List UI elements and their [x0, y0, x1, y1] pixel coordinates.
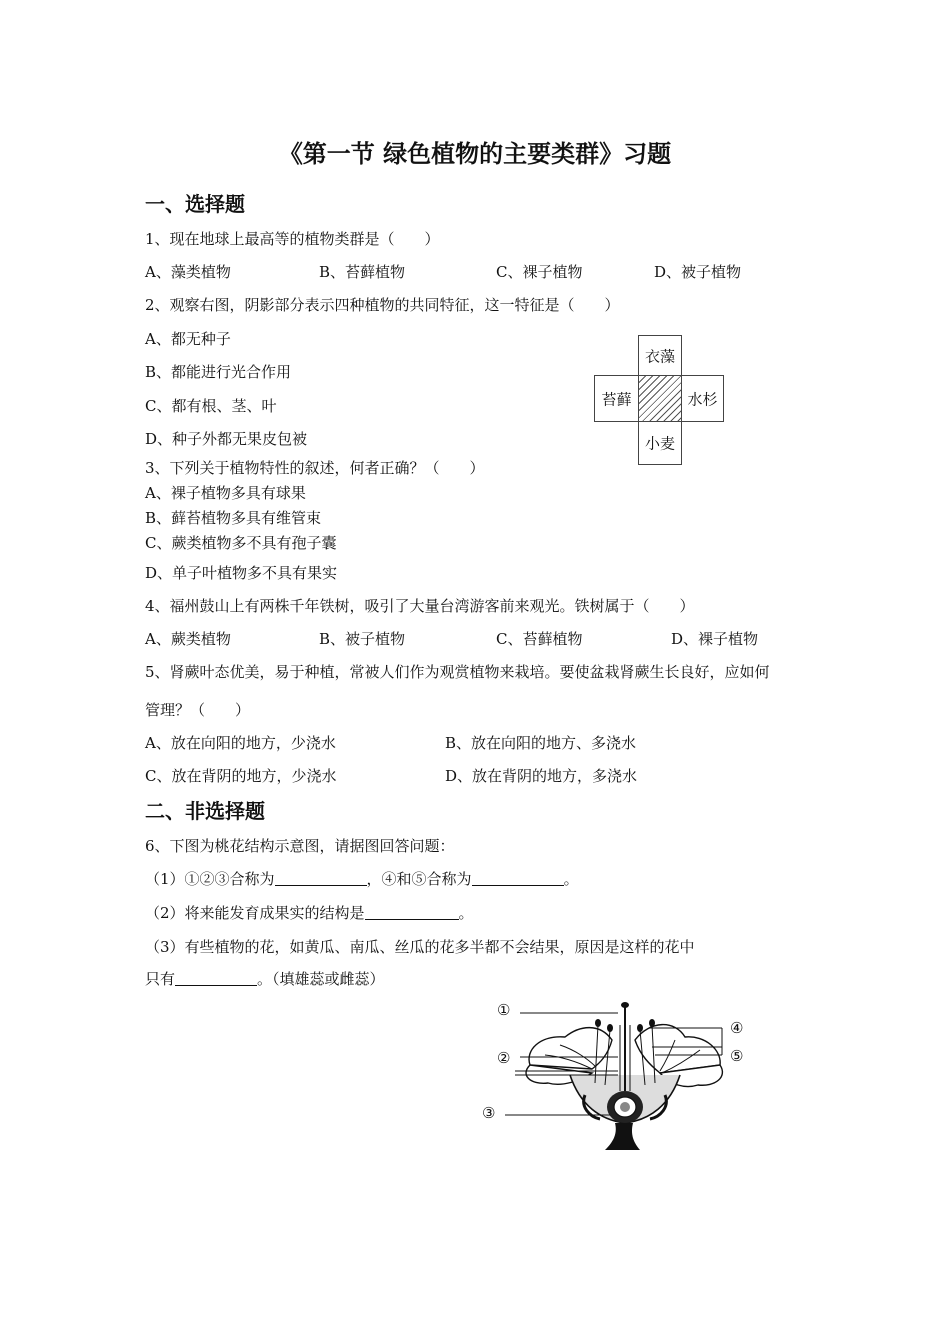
- diagram-box-top: [638, 335, 682, 376]
- q1-option-b: B、苔藓植物: [319, 263, 406, 281]
- flower-drawing: [500, 995, 760, 1155]
- flower-label-2: ②: [497, 1049, 511, 1067]
- q6-sub2-text-a: （2）将来能发育成果实的结构是: [145, 904, 365, 922]
- question-4-stem: 4、福州鼓山上有两株千年铁树，吸引了大量台湾游客前来观光。铁树属于（ ）: [145, 597, 695, 615]
- q6-sub3-blank[interactable]: [175, 971, 257, 986]
- question-1-stem: 1、现在地球上最高等的植物类群是（ ）: [145, 230, 440, 248]
- q6-sub3-text-a: 只有: [145, 970, 176, 988]
- question-3-stem: 3、下列关于植物特性的叙述，何者正确？（ ）: [145, 459, 485, 477]
- q4-option-c: C、苔藓植物: [496, 630, 583, 648]
- q6-sub2: [145, 902, 474, 923]
- q6-sub3-cont: [145, 968, 385, 989]
- diagram-label-top: 衣藻: [644, 347, 675, 365]
- question-6-stem: 6、下图为桃花结构示意图，请据图回答问题：: [145, 837, 455, 855]
- q6-sub1-text-c: 。: [563, 870, 579, 888]
- q6-sub3: （3）有些植物的花，如黄瓜、南瓜、丝瓜的花多半都不会结果，原因是这样的花中: [145, 938, 695, 956]
- q6-sub2-blank[interactable]: [365, 905, 459, 920]
- diagram-box-right: [681, 375, 724, 422]
- q6-sub1-blank-1[interactable]: [275, 871, 367, 886]
- q4-option-d: D、裸子植物: [671, 630, 759, 648]
- section-heading-choice: 一、选择题: [145, 192, 245, 216]
- q6-sub1: [145, 868, 579, 889]
- flower-label-4: ④: [730, 1019, 744, 1037]
- q6-sub2-text-b: 。: [458, 904, 474, 922]
- q6-sub1-text-b: ，④和⑤合称为: [366, 870, 472, 888]
- diagram-box-left: [594, 375, 639, 422]
- diagram-shaded-center: [638, 375, 682, 422]
- q3-option-a: A、裸子植物多具有球果: [145, 484, 306, 502]
- q3-option-b: B、藓苔植物多具有维管束: [145, 509, 322, 527]
- question-2-stem: 2、观察右图，阴影部分表示四种植物的共同特征，这一特征是（ ）: [145, 296, 620, 314]
- q1-option-a: A、藻类植物: [145, 263, 231, 281]
- diagram-label-right: 水杉: [687, 390, 718, 408]
- section-heading-nonchoice: 二、非选择题: [145, 799, 265, 823]
- diagram-box-bottom: [638, 421, 682, 465]
- q1-option-d: D、被子植物: [654, 263, 742, 281]
- question-5-stem-cont: 管理？（ ）: [145, 701, 251, 719]
- q6-sub1-blank-2[interactable]: [472, 871, 564, 886]
- flower-label-5: ⑤: [730, 1047, 744, 1065]
- q2-option-c: C、都有根、茎、叶: [145, 397, 277, 415]
- flower-label-1: ①: [497, 1001, 511, 1019]
- q1-option-c: C、裸子植物: [496, 263, 583, 281]
- q2-option-b: B、都能进行光合作用: [145, 363, 292, 381]
- q4-option-b: B、被子植物: [319, 630, 406, 648]
- question-5-stem: 5、肾蕨叶态优美，易于种植，常被人们作为观赏植物来栽培。要使盆栽肾蕨生长良好，应如何: [145, 663, 770, 681]
- q5-option-d: D、放在背阴的地方，多浇水: [445, 767, 638, 785]
- q5-option-b: B、放在向阳的地方、多浇水: [445, 734, 637, 752]
- q6-sub1-text-a: （1）①②③合称为: [145, 870, 275, 888]
- diagram-label-left: 苔藓: [601, 390, 632, 408]
- q3-option-c: C、蕨类植物多不具有孢子囊: [145, 534, 337, 552]
- q2-option-d: D、种子外都无果皮包被: [145, 430, 308, 448]
- q2-option-a: A、都无种子: [145, 330, 231, 348]
- q5-option-a: A、放在向阳的地方，少浇水: [145, 734, 336, 752]
- diagram-label-bottom: 小麦: [644, 434, 675, 453]
- q5-option-c: C、放在背阴的地方，少浇水: [145, 767, 337, 785]
- q6-sub3-text-b: 。（填雄蕊或雌蕊）: [257, 970, 385, 988]
- flower-label-3: ③: [482, 1104, 496, 1122]
- q4-option-a: A、蕨类植物: [145, 630, 231, 648]
- page-title: 《第一节 绿色植物的主要类群》习题: [278, 140, 672, 168]
- q3-option-d: D、单子叶植物多不具有果实: [145, 564, 338, 582]
